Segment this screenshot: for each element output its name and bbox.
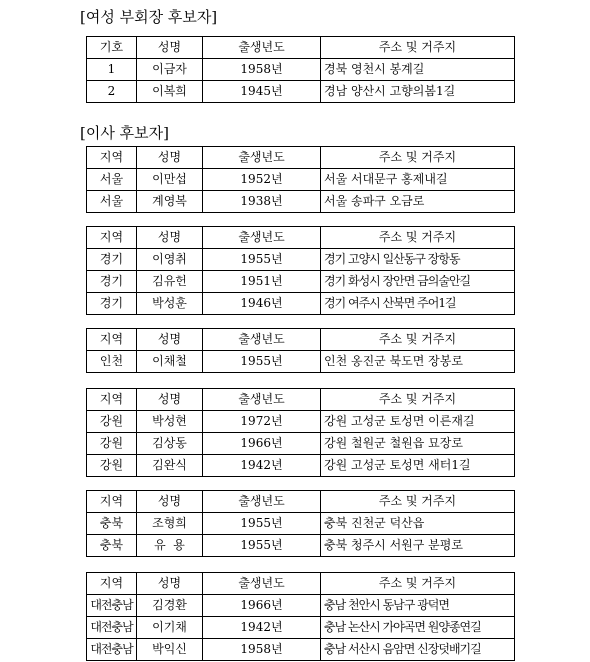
director-table-daejeon-chungnam <box>86 572 515 661</box>
header-cell-region: 지역 <box>87 227 137 249</box>
director-table-gyeonggi <box>86 226 515 315</box>
cell-birth-year: 1951년 <box>203 271 321 293</box>
header-cell-region: 지역 <box>87 491 137 513</box>
table-header-row <box>87 491 515 513</box>
cell-address: 경기 화성시 장안면 금의술안길 <box>321 271 515 293</box>
header-cell-name: 성명 <box>137 227 203 249</box>
table-row <box>87 271 515 293</box>
table-row <box>87 411 515 433</box>
cell-region: 서울 <box>87 169 137 191</box>
cell-region: 서울 <box>87 191 137 213</box>
header-cell-name: 성명 <box>137 147 203 169</box>
cell-address: 충남 논산시 가야곡면 원양종연길 <box>321 617 515 639</box>
table-header-row <box>87 147 515 169</box>
cell-region: 충북 <box>87 513 137 535</box>
cell-name: 박성현 <box>137 411 203 433</box>
cell-birth-year: 1938년 <box>203 191 321 213</box>
cell-region: 경기 <box>87 293 137 315</box>
vice-president-table <box>86 36 515 103</box>
cell-birth-year: 1958년 <box>203 639 321 661</box>
header-cell-birth-year: 출생년도 <box>203 389 321 411</box>
header-cell-region: 지역 <box>87 389 137 411</box>
cell-birth-year: 1958년 <box>203 59 321 81</box>
cell-birth-year: 1952년 <box>203 169 321 191</box>
cell-name: 조형희 <box>137 513 203 535</box>
table-row <box>87 513 515 535</box>
cell-region: 대전충남 <box>87 595 137 617</box>
cell-name: 김상동 <box>137 433 203 455</box>
cell-name: 이금자 <box>137 59 203 81</box>
cell-region: 충북 <box>87 535 137 557</box>
cell-name: 박익신 <box>137 639 203 661</box>
cell-region: 경기 <box>87 271 137 293</box>
header-cell-region: 지역 <box>87 147 137 169</box>
table-row <box>87 535 515 557</box>
header-cell-name: 성명 <box>137 573 203 595</box>
cell-name: 이복희 <box>137 81 203 103</box>
cell-address: 경기 고양시 일산동구 장항동 <box>321 249 515 271</box>
cell-name: 이만섭 <box>137 169 203 191</box>
header-cell-address: 주소 및 거주지 <box>321 147 515 169</box>
header-cell-birth-year: 출생년도 <box>203 573 321 595</box>
cell-address: 강원 철원군 철원읍 묘장로 <box>321 433 515 455</box>
header-cell-address: 주소 및 거주지 <box>321 329 515 351</box>
cell-name: 김유헌 <box>137 271 203 293</box>
cell-birth-year: 1955년 <box>203 535 321 557</box>
header-cell-birth-year: 출생년도 <box>203 491 321 513</box>
table-header-row <box>87 37 515 59</box>
header-cell-address: 주소 및 거주지 <box>321 37 515 59</box>
cell-name: 김완식 <box>137 455 203 477</box>
director-table-seoul <box>86 146 515 213</box>
cell-number: 1 <box>87 59 137 81</box>
cell-name: 계영복 <box>137 191 203 213</box>
table-row <box>87 595 515 617</box>
cell-address: 서울 송파구 오금로 <box>321 191 515 213</box>
header-cell-address: 주소 및 거주지 <box>321 491 515 513</box>
cell-address: 인천 옹진군 북도면 장봉로 <box>321 351 515 373</box>
cell-birth-year: 1955년 <box>203 351 321 373</box>
director-table-gangwon <box>86 388 515 477</box>
table-row <box>87 351 515 373</box>
cell-birth-year: 1966년 <box>203 433 321 455</box>
header-cell-region: 지역 <box>87 573 137 595</box>
header-cell-address: 주소 및 거주지 <box>321 389 515 411</box>
header-cell-name: 성명 <box>137 491 203 513</box>
cell-region: 강원 <box>87 455 137 477</box>
director-section-title: [이사 후보자] <box>80 124 169 142</box>
table-header-row <box>87 389 515 411</box>
cell-address: 서울 서대문구 홍제내길 <box>321 169 515 191</box>
header-cell-name: 성명 <box>137 329 203 351</box>
table-row <box>87 293 515 315</box>
director-table-incheon <box>86 328 515 373</box>
cell-number: 2 <box>87 81 137 103</box>
cell-name: 김경환 <box>137 595 203 617</box>
cell-name: 이기채 <box>137 617 203 639</box>
header-cell-region: 지역 <box>87 329 137 351</box>
header-cell-number: 기호 <box>87 37 137 59</box>
cell-region: 대전충남 <box>87 639 137 661</box>
table-row <box>87 455 515 477</box>
cell-region: 대전충남 <box>87 617 137 639</box>
table-row <box>87 169 515 191</box>
cell-birth-year: 1942년 <box>203 455 321 477</box>
table-row <box>87 81 515 103</box>
table-row <box>87 249 515 271</box>
cell-address: 강원 고성군 토성면 새터1길 <box>321 455 515 477</box>
table-header-row <box>87 573 515 595</box>
cell-name: 박성훈 <box>137 293 203 315</box>
director-table-chungbuk <box>86 490 515 557</box>
header-cell-address: 주소 및 거주지 <box>321 573 515 595</box>
cell-address: 경북 영천시 봉계길 <box>321 59 515 81</box>
table-header-row <box>87 227 515 249</box>
header-cell-birth-year: 출생년도 <box>203 147 321 169</box>
cell-birth-year: 1966년 <box>203 595 321 617</box>
header-cell-address: 주소 및 거주지 <box>321 227 515 249</box>
header-cell-birth-year: 출생년도 <box>203 227 321 249</box>
table-row <box>87 191 515 213</box>
cell-address: 충남 서산시 음암면 신장덧배기길 <box>321 639 515 661</box>
cell-birth-year: 1946년 <box>203 293 321 315</box>
header-cell-name: 성명 <box>137 389 203 411</box>
cell-birth-year: 1955년 <box>203 249 321 271</box>
cell-region: 강원 <box>87 433 137 455</box>
cell-address: 경남 양산시 고향의봄1길 <box>321 81 515 103</box>
header-cell-birth-year: 출생년도 <box>203 329 321 351</box>
cell-birth-year: 1972년 <box>203 411 321 433</box>
cell-name: 유 용 <box>137 535 203 557</box>
cell-address: 충남 천안시 동남구 광덕면 <box>321 595 515 617</box>
cell-birth-year: 1945년 <box>203 81 321 103</box>
cell-address: 경기 여주시 산북면 주어1길 <box>321 293 515 315</box>
cell-region: 인천 <box>87 351 137 373</box>
cell-birth-year: 1942년 <box>203 617 321 639</box>
table-row <box>87 433 515 455</box>
cell-region: 강원 <box>87 411 137 433</box>
cell-address: 충북 진천군 덕산읍 <box>321 513 515 535</box>
table-header-row <box>87 329 515 351</box>
cell-address: 충북 청주시 서원구 분평로 <box>321 535 515 557</box>
vice-president-section-title: [여성 부회장 후보자] <box>80 8 218 26</box>
table-row <box>87 59 515 81</box>
table-row <box>87 639 515 661</box>
header-cell-birth-year: 출생년도 <box>203 37 321 59</box>
cell-region: 경기 <box>87 249 137 271</box>
cell-birth-year: 1955년 <box>203 513 321 535</box>
header-cell-name: 성명 <box>137 37 203 59</box>
table-row <box>87 617 515 639</box>
cell-name: 이영취 <box>137 249 203 271</box>
cell-address: 강원 고성군 토성면 이른재길 <box>321 411 515 433</box>
cell-name: 이채철 <box>137 351 203 373</box>
